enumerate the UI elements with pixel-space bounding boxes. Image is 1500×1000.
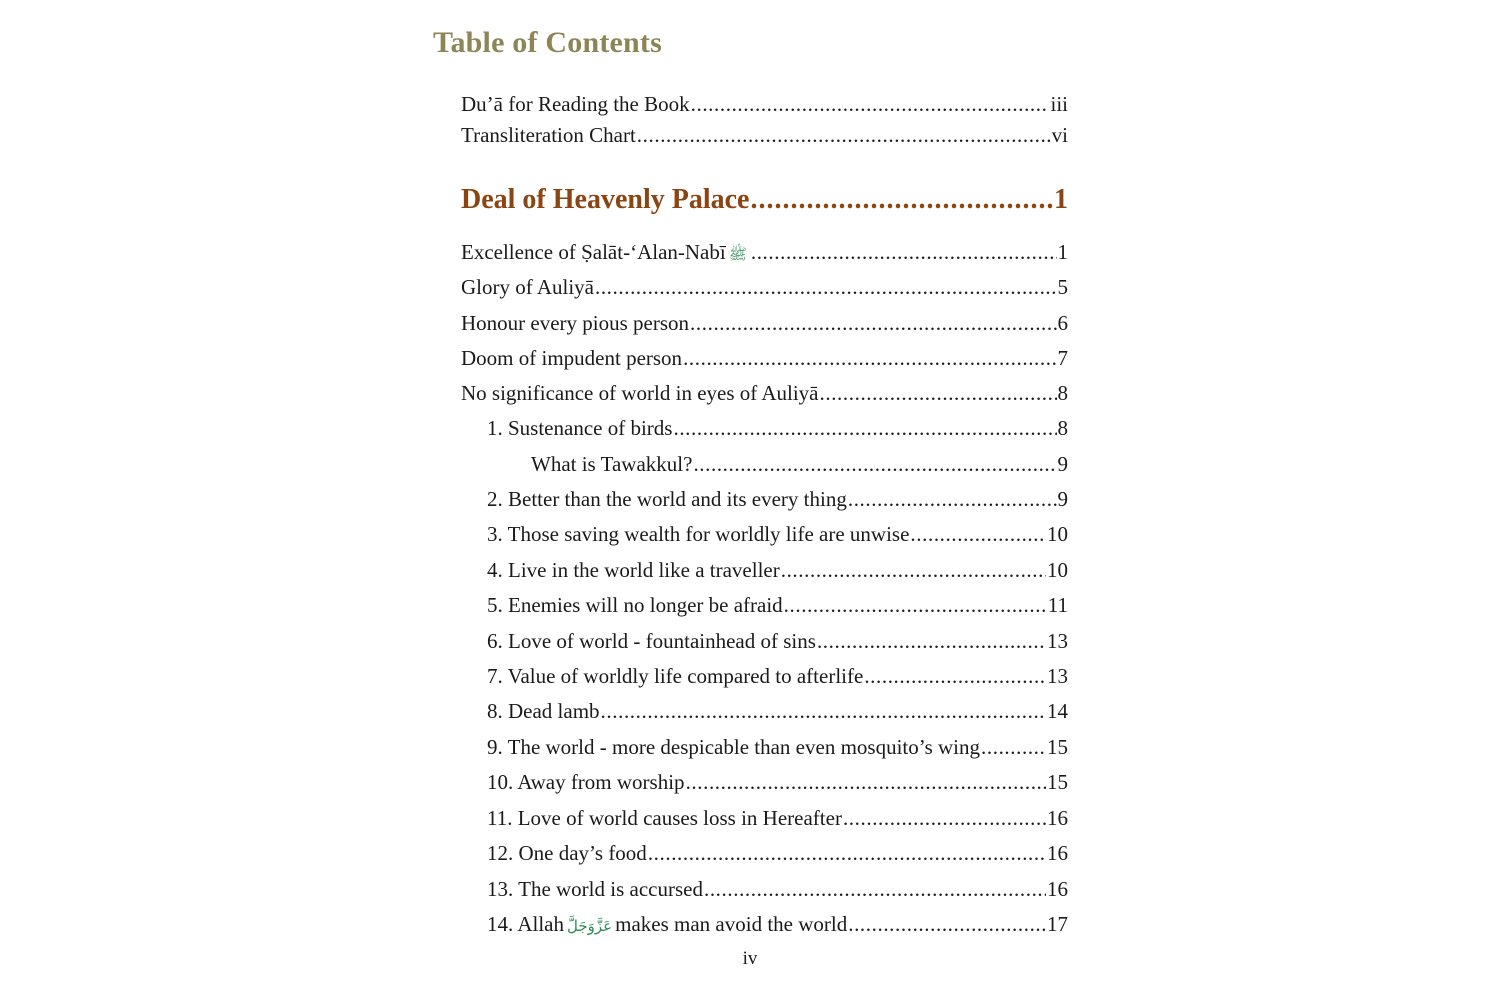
toc-entry-label: 3. Those saving wealth for worldly life are unwise: [487, 522, 910, 546]
dot-leader: [820, 380, 1057, 406]
toc-subentry[interactable]: [487, 521, 1068, 547]
toc-subentry[interactable]: [487, 840, 1068, 866]
dot-leader: [704, 876, 1046, 902]
toc-entry[interactable]: [461, 345, 1068, 371]
toc-entry-label: Transliteration Chart: [461, 123, 636, 147]
toc-entry[interactable]: [461, 274, 1068, 300]
toc-page-number: 13: [1047, 629, 1068, 653]
toc-page-number: 9: [1057, 452, 1068, 476]
toc-entry[interactable]: [461, 380, 1068, 406]
toc-subentry[interactable]: [487, 876, 1068, 902]
toc-entry[interactable]: [461, 310, 1068, 336]
honorific-glyph: ﷺ: [728, 245, 747, 263]
toc-entry-label: 6. Love of world - fountainhead of sins: [487, 629, 816, 653]
toc-subentry[interactable]: [487, 698, 1068, 724]
dot-leader: [637, 122, 1051, 148]
toc-page-number: iii: [1050, 92, 1068, 116]
dot-leader: [683, 345, 1056, 371]
toc-subentry[interactable]: [487, 663, 1068, 689]
dot-leader: [864, 663, 1046, 689]
toc-page-number: 8: [1057, 381, 1068, 405]
toc-entry-label: 14. Allah عَزَّوَجَلَّ makes man avoid the world: [487, 912, 848, 936]
toc-entry-transliteration-chart[interactable]: [461, 122, 1068, 148]
honorific-glyph: عَزَّوَجَلَّ: [567, 917, 613, 935]
toc-subentry[interactable]: [487, 486, 1068, 512]
dot-leader: [751, 239, 1057, 265]
toc-subentry[interactable]: [487, 415, 1068, 441]
toc-entry-label: Doom of impudent person: [461, 346, 683, 370]
toc-entry-dua[interactable]: [461, 91, 1068, 117]
dot-leader: [843, 805, 1046, 831]
toc-page-number: 17: [1047, 912, 1068, 936]
toc-page-number: 5: [1057, 275, 1068, 299]
toc-page-number: 1: [1057, 240, 1068, 264]
toc-subsubentry[interactable]: [531, 451, 1068, 477]
dot-leader: [781, 557, 1046, 583]
toc-entry-label: 11. Love of world causes loss in Hereafter: [487, 806, 842, 830]
toc-subentry[interactable]: [487, 557, 1068, 583]
toc-page-number: 10: [1047, 558, 1068, 582]
toc-subentry[interactable]: [487, 805, 1068, 831]
toc-page-number: 16: [1047, 841, 1068, 865]
toc-entry-label: 7. Value of worldly life compared to afterlife: [487, 664, 864, 688]
toc-page-number: 6: [1057, 311, 1068, 335]
dot-leader: [691, 91, 1050, 117]
toc-entry-label: What is Tawakkul?: [531, 452, 693, 476]
chapter-title: Deal of Heavenly Palace: [461, 184, 750, 215]
toc-entry-label: No significance of world in eyes of Auliyā: [461, 381, 819, 405]
dot-leader: [693, 451, 1056, 477]
toc-entry-label: Glory of Auliyā: [461, 275, 594, 299]
toc-entry-label: Excellence of Ṣalāt-‘Alan-Nabī ﷺ: [461, 240, 747, 264]
page-number-footer: iv: [742, 948, 758, 969]
toc-page-number: 11: [1047, 593, 1068, 617]
dot-leader: [601, 698, 1046, 724]
toc-subentry[interactable]: [487, 911, 1068, 939]
toc-page-number: 15: [1047, 770, 1068, 794]
toc-page-number: 13: [1047, 664, 1068, 688]
toc-subentry[interactable]: [487, 628, 1068, 654]
toc-entry-label: 9. The world - more despicable than even mosquito’s wing: [487, 735, 981, 759]
toc-entry-label: 5. Enemies will no longer be afraid: [487, 593, 783, 617]
toc-page-number: 10: [1047, 522, 1068, 546]
dot-leader: [648, 840, 1046, 866]
dot-leader: [910, 521, 1046, 547]
toc-entry-label: 4. Live in the world like a traveller: [487, 558, 780, 582]
toc-chapter-heading[interactable]: [461, 183, 1068, 217]
toc-entry-label: 13. The world is accursed: [487, 877, 703, 901]
dot-leader: [673, 415, 1056, 441]
toc-page-number: 14: [1047, 699, 1068, 723]
toc-entry-label: 8. Dead lamb: [487, 699, 600, 723]
toc-entry-label: 12. One day’s food: [487, 841, 647, 865]
chapter-page-number: 1: [1054, 184, 1068, 215]
toc-page-number: vi: [1051, 123, 1068, 147]
dot-leader: [784, 592, 1047, 618]
toc-subentry[interactable]: [487, 734, 1068, 760]
dot-leader: [595, 274, 1057, 300]
toc-entry-label: 1. Sustenance of birds: [487, 416, 673, 440]
toc-entry-label: Honour every pious person: [461, 311, 690, 335]
page-title: Table of Contents: [433, 26, 662, 59]
toc-page-number: 8: [1057, 416, 1068, 440]
dot-leader: [817, 628, 1046, 654]
toc-entry-label: 10. Away from worship: [487, 770, 685, 794]
dot-leader: [848, 486, 1057, 512]
toc-page-number: 9: [1057, 487, 1068, 511]
toc-page-number: 7: [1057, 346, 1068, 370]
dot-leader: [750, 183, 1053, 217]
toc-entry[interactable]: [461, 239, 1068, 267]
toc-subentry[interactable]: [487, 769, 1068, 795]
toc-entry-label: Du’ā for Reading the Book: [461, 92, 690, 116]
dot-leader: [981, 734, 1046, 760]
dot-leader: [848, 911, 1046, 937]
toc-subentry[interactable]: [487, 592, 1068, 618]
toc-page-number: 16: [1047, 877, 1068, 901]
toc-page-number: 15: [1047, 735, 1068, 759]
toc-entry-label: 2. Better than the world and its every thing: [487, 487, 847, 511]
dot-leader: [686, 769, 1046, 795]
dot-leader: [690, 310, 1056, 336]
toc-page-number: 16: [1047, 806, 1068, 830]
